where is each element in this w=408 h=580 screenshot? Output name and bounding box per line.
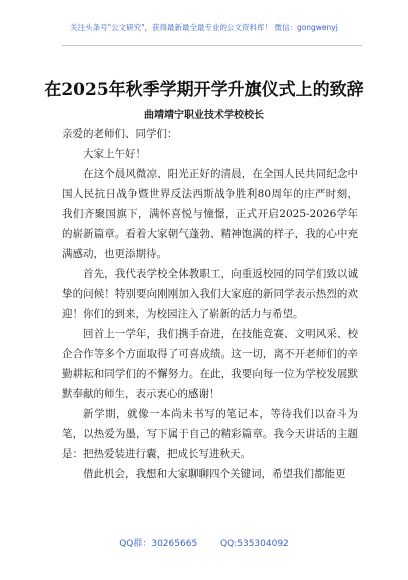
footer-contact [0,536,408,549]
footer-qq-number: QQ:535304092 [220,539,289,549]
paragraph: 回首上一学年，我们携手奋进，在技能竞赛、文明风采、校企合作等多个方面取得了可喜成绩。这一切，离不开老师们的辛勤耕耘和同学们的不懈努力。在此，我要向每一位为学校发展默默奉献的师生，表示衷心的感谢！ [62,328,358,400]
greeting: 大家上午好！ [83,148,146,160]
salutation: 亲爱的老师们、同学们： [62,128,178,140]
paragraph: 新学期，就像一本尚未书写的笔记本，等待我们以奋斗为笔，以热爱为墨，写下属于自己的精彩篇章。我今天讲话的主题是：把热爱装进行囊，把成长写进秋天。 [62,408,358,460]
paragraph: 借此机会，我想和大家聊聊四个关键词，希望我们都能更 [83,468,346,480]
paragraph: 在这个晨风微凉、阳光正好的清晨，在全国人民共同纪念中国人民抗日战争暨世界反法西斯战争胜利80周年的庄严时刻，我们齐聚国旗下，满怀喜悦与憧憬，正式开启2025-2026学年的崭新篇章。看着大家朝气蓬勃、精神饱满的样子，我的心中充满感动，也更添期待。 [62,168,358,260]
footer-qq-group: QQ群：30265665 [119,539,198,549]
paragraph: 首先，我代表学校全体教职工，向重返校园的同学们致以诚挚的问候！特别要向刚刚加入我们大家庭的新同学表示热烈的欢迎！你们的到来，为校园注入了崭新的活力与希望。 [62,268,358,320]
document-body [62,124,358,484]
header-banner: 关注头条号"公文研究"，获得最新最全最专业的公文资料库！ 微信：gongwenyj [70,23,338,32]
document-author: 曲靖靖宁职业技术学校校长 [144,110,264,121]
header-divider [62,45,362,46]
document-title: 在2025年秋季学期开学升旗仪式上的致辞 [44,80,364,100]
